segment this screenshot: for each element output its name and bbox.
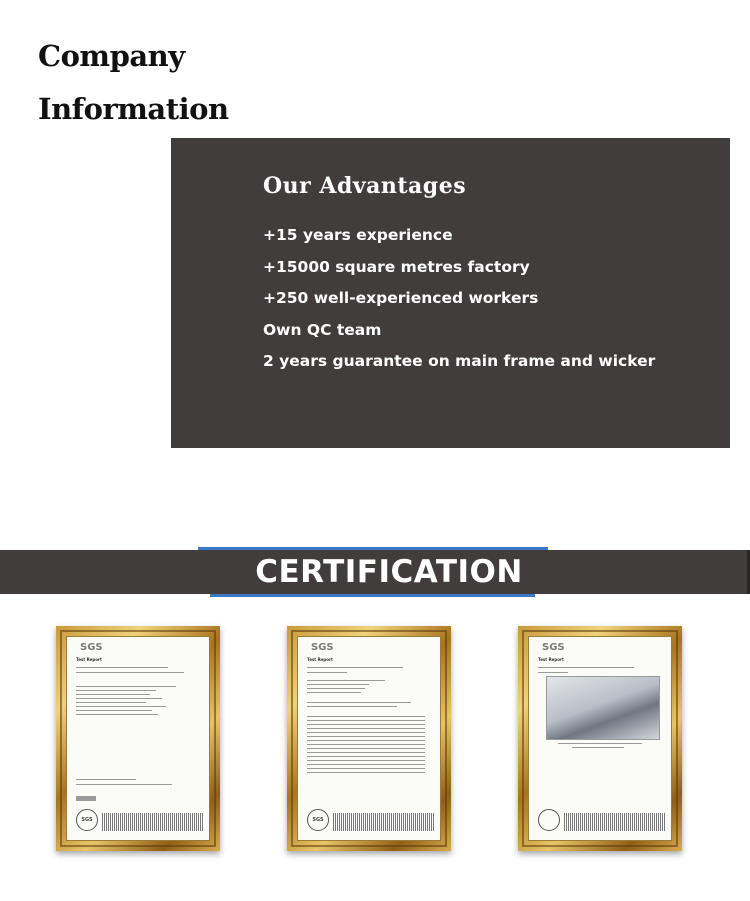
text-line: [558, 743, 642, 744]
text-line: [307, 702, 411, 703]
certificate-frame-2[interactable]: [287, 626, 451, 851]
text-line: [76, 779, 136, 780]
advantage-item: +250 well-experienced workers: [263, 289, 539, 307]
signature-mark: [76, 796, 96, 801]
barcode-icon: [564, 813, 666, 831]
advantages-panel: [171, 138, 730, 448]
sgs-logo: SGS: [80, 642, 103, 653]
text-line: [307, 692, 361, 693]
text-line: [307, 716, 425, 717]
text-line: [307, 752, 425, 753]
accent-line-bottom: [210, 594, 535, 597]
text-line: [307, 748, 425, 749]
text-line: [76, 672, 184, 673]
sgs-logo: SGS: [542, 642, 565, 653]
text-line: [76, 686, 176, 687]
sgs-seal-icon: SGS: [307, 809, 329, 831]
text-line: [538, 667, 634, 668]
text-line: [572, 747, 624, 748]
text-line: [307, 756, 425, 757]
text-line: [307, 706, 397, 707]
advantages-list: [263, 222, 655, 380]
text-line: [76, 690, 156, 691]
company-information-title: [38, 30, 229, 136]
text-line: [538, 672, 568, 673]
text-line: [76, 702, 146, 703]
text-line: [307, 744, 425, 745]
text-line: [76, 714, 158, 715]
text-line: [307, 684, 369, 685]
advantages-heading: Our Advantages: [263, 173, 467, 199]
advantage-item: +15 years experience: [263, 226, 453, 244]
sample-photo-icon: [546, 676, 660, 740]
text-line: [307, 728, 425, 729]
certificate-document: [528, 636, 672, 841]
barcode-icon: [102, 813, 204, 831]
company-title-line-2: Information: [38, 92, 229, 126]
text-line: [307, 688, 365, 689]
report-title: Test Report: [307, 657, 333, 662]
report-title: Test Report: [76, 657, 102, 662]
barcode-icon: [333, 813, 435, 831]
text-line: [76, 694, 150, 695]
certificate-frame-3[interactable]: [518, 626, 682, 851]
text-line: [76, 706, 166, 707]
text-line: [307, 732, 425, 733]
text-line: [307, 667, 403, 668]
text-line: [307, 736, 425, 737]
certificate-frame-1[interactable]: [56, 626, 220, 851]
report-title: Test Report: [538, 657, 564, 662]
text-line: [307, 720, 425, 721]
certification-title: CERTIFICATION: [255, 554, 523, 590]
advantage-item: 2 years guarantee on main frame and wicker: [263, 352, 656, 370]
text-line: [307, 772, 425, 773]
advantage-item: Own QC team: [263, 320, 382, 339]
certificate-document: [297, 636, 441, 841]
sgs-seal-icon: SGS: [76, 809, 98, 831]
text-line: [76, 784, 172, 785]
text-line: [307, 740, 425, 741]
certificate-document: [66, 636, 210, 841]
text-line: [76, 667, 168, 668]
text-line: [307, 760, 425, 761]
text-line: [307, 764, 425, 765]
advantage-item: +15000 square metres factory: [263, 257, 530, 276]
sgs-seal-icon: [538, 809, 560, 831]
text-line: [76, 710, 152, 711]
text-line: [307, 680, 385, 681]
text-line: [307, 768, 425, 769]
text-line: [307, 672, 347, 673]
text-line: [76, 698, 162, 699]
certification-banner: [0, 550, 750, 594]
sgs-logo: SGS: [311, 642, 334, 653]
text-line: [307, 724, 425, 725]
company-title-line-1: Company: [38, 39, 185, 73]
